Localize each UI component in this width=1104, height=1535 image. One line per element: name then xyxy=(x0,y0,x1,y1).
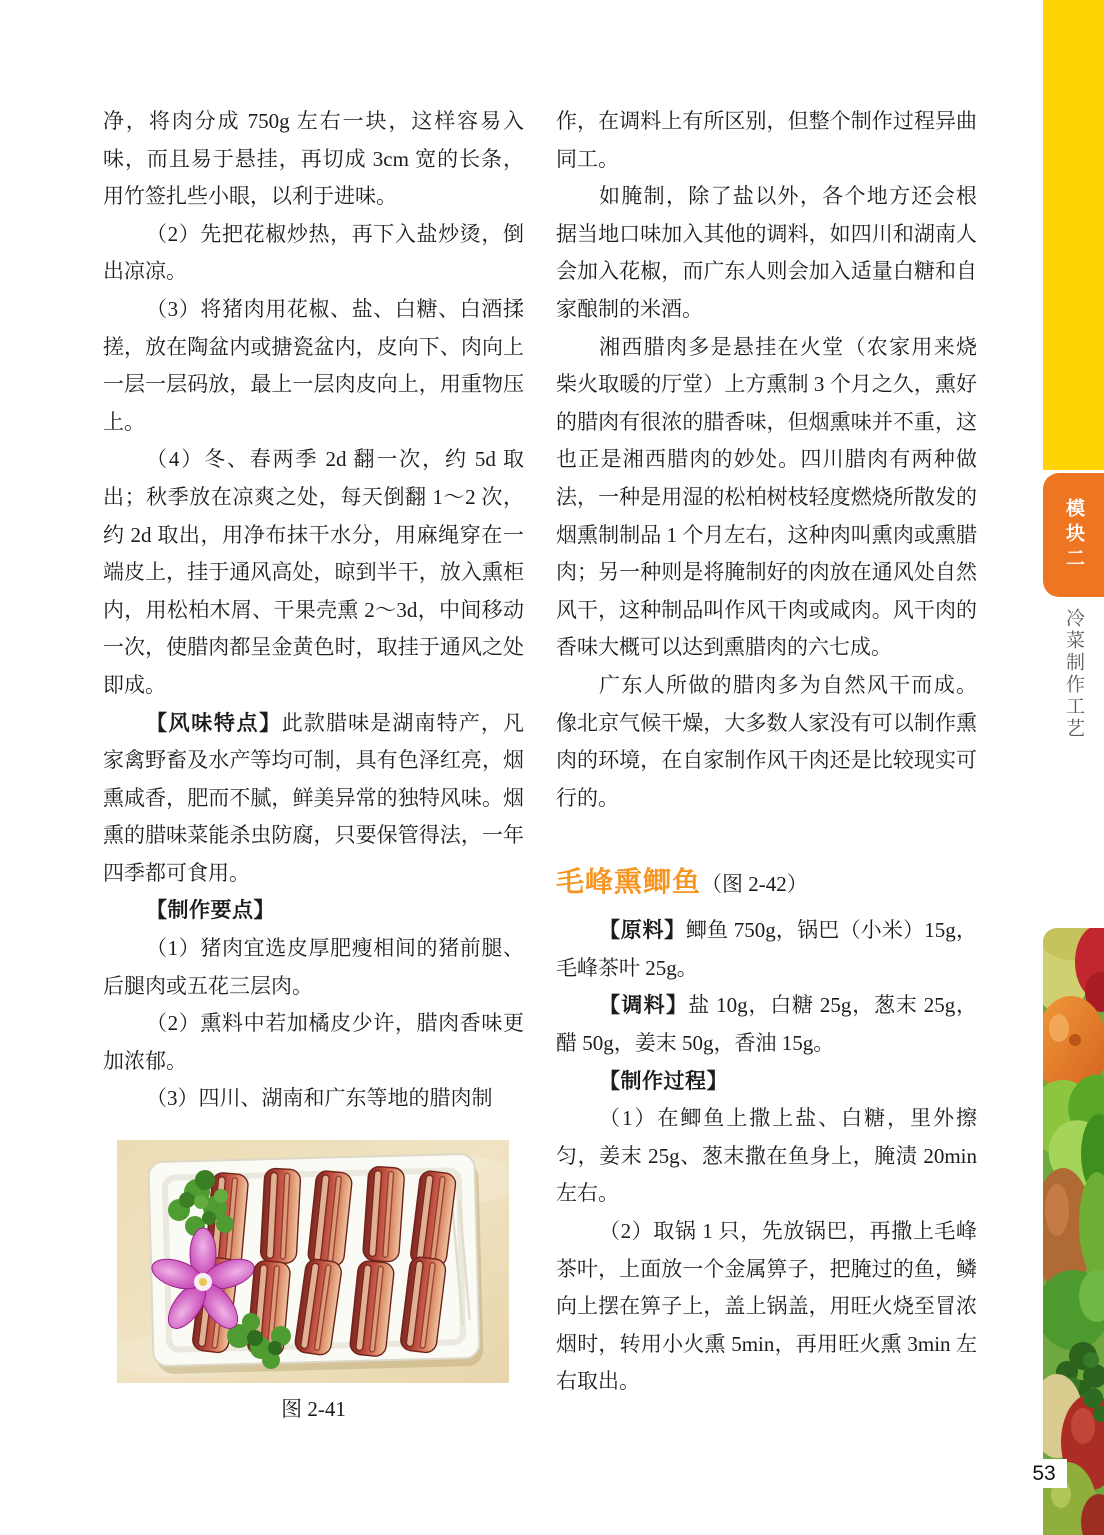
paragraph xyxy=(103,892,524,930)
recipe-title-figure-ref: （图 2-42） xyxy=(701,872,808,897)
recipe-paragraphs xyxy=(556,912,977,1401)
recipe-heading xyxy=(556,862,977,904)
paragraph: 广东人所做的腊肉多为自然风干而成。像北京气候干燥，大多数人家没有可以制作熏肉的环境，在自家制作风干肉还是比较现实可行的。 xyxy=(556,672,977,810)
paragraph: 净，将肉分成 750g 左右一块，这样容易入味，而且易于悬挂，再切成 3cm 宽的长条，用竹签扎些小眼，以利于进味。 xyxy=(103,109,524,209)
page-number-text: 53 xyxy=(1032,1461,1056,1485)
sidebar-photo-vegetables xyxy=(1043,928,1104,1535)
vegetables-illustration xyxy=(1043,928,1104,1535)
figure-caption: 图 2-41 xyxy=(281,1397,346,1421)
paragraph: （2）取锅 1 只，先放锅巴，再撒上毛峰茶叶，上面放一个金属箅子，把腌过的鱼，鳞向上摆在箅子上，盖上锅盖，用旺火烧至冒浓烟时，转用小火熏 5min，再用旺火熏 3min 左右取出。 xyxy=(556,1219,977,1394)
module-tab xyxy=(1043,473,1104,597)
right-text-column xyxy=(556,103,977,1401)
paragraph-label: 【调料】 xyxy=(599,994,689,1018)
paragraph: （4）冬、春两季 2d 翻一次，约 5d 取出；秋季放在凉爽之处，每天倒翻 1～2 次，约 2d 取出，用净布抹干水分，用麻绳穿在一端皮上，挂于通风高处，晾到半干，放入熏柜内，用松柏木屑、干果壳熏 2～3d，中间移动一次，使腊肉都呈金黄色时，取挂于通风之处即成。 xyxy=(103,447,524,697)
dish-photo-cured-pork xyxy=(117,1140,509,1383)
paragraph: （2）先把花椒炒热，再下入盐炒烫，倒出凉凉。 xyxy=(103,221,524,284)
side-yellow-strip xyxy=(1043,0,1104,470)
section-label xyxy=(1043,608,1104,768)
paragraph: 【调料】盐 10g，白糖 25g，葱末 25g，醋 50g，姜末 50g，香油 15g。 xyxy=(556,993,978,1056)
paragraph xyxy=(556,1063,977,1101)
paragraph: （1）在鲫鱼上撒上盐、白糖，里外擦匀，姜末 25g、葱末撒在鱼身上，腌渍 20min 左右。 xyxy=(556,1106,977,1206)
paragraph: 【风味特点】此款腊味是湖南特产，凡家禽野畜及水产等均可制，具有色泽红亮，烟熏咸香，肥而不腻，鲜美异常的独特风味。烟熏的腊味菜能杀虫防腐，只要保管得法，一年四季都可食用。 xyxy=(103,710,525,885)
paragraph: （2）熏料中若加橘皮少许，腊肉香味更加浓郁。 xyxy=(103,1011,524,1073)
paragraph: 【原料】鲫鱼 750g，锅巴（小米）15g，毛峰茶叶 25g。 xyxy=(556,918,978,980)
paragraph: 如腌制，除了盐以外，各个地方还会根据当地口味加入其他的调料，如四川和湖南人会加入花椒，而广东人则会加入适量白糖和自家酿制的米酒。 xyxy=(556,184,977,321)
paragraph: 湘西腊肉多是悬挂在火堂（农家用来烧柴火取暖的厅堂）上方熏制 3 个月之久，熏好的腊肉有很浓的腊香味，但烟熏味并不重，这也正是湘西腊肉的妙处。四川腊肉有两种做法，一种是用湿的松柏树枝轻度燃烧所散发的烟熏制制品 1 个月左右，这种肉叫熏肉或熏腊肉；另一种则是将腌制好的肉放在通风处自然风干，这种制品叫作风干肉或咸肉。风干肉的香味大概可以达到熏腊肉的六七成。 xyxy=(556,334,977,660)
paragraph-label: 【风味特点】 xyxy=(146,711,282,735)
paragraph-label: 【制作要点】 xyxy=(146,899,276,923)
left-text-column xyxy=(103,103,524,1118)
module-tab-label: 模块二 xyxy=(1063,497,1084,573)
right-column-paragraphs xyxy=(556,103,977,817)
dish-photo-illustration xyxy=(117,1140,509,1383)
paragraph-label: 【制作过程】 xyxy=(599,1069,729,1093)
paragraph: （1）猪肉宜选皮厚肥瘦相间的猪前腿、后腿肉或五花三层肉。 xyxy=(103,936,524,998)
paragraph-label: 【原料】 xyxy=(599,919,686,943)
section-label-text: 冷菜制作工艺 xyxy=(1063,608,1084,740)
paragraph: （3）四川、湖南和广东等地的腊肉制 xyxy=(146,1086,493,1111)
recipe-title: 毛峰熏鲫鱼 xyxy=(556,866,702,898)
paragraph: （3）将猪肉用花椒、盐、白糖、白酒揉搓，放在陶盆内或搪瓷盆内，皮向下、肉向上一层一层码放，最上一层肉皮向上，用重物压上。 xyxy=(103,296,524,434)
page-number xyxy=(1021,1459,1067,1488)
paragraph: 作，在调料上有所区别，但整个制作过程异曲同工。 xyxy=(556,109,977,171)
